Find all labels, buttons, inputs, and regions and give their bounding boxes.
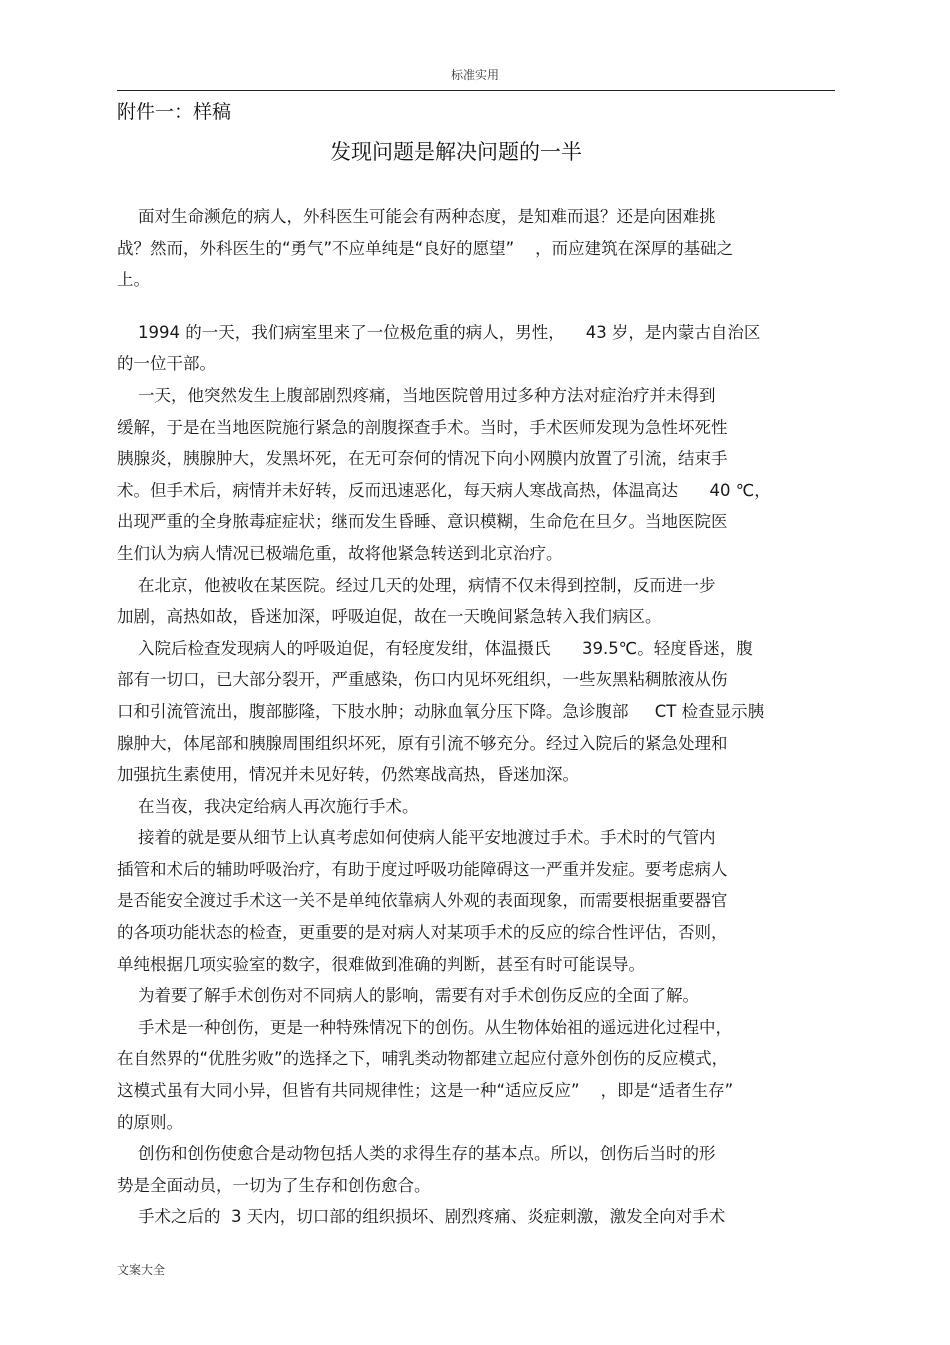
paragraph-line: 手术之后的 3 天内，切口部的组织损坏、剧烈疼痛、炎症刺激，激发全向对手术	[117, 1207, 726, 1227]
document-body	[117, 201, 835, 1233]
paragraph-line: 生们认为病人情况已极端危重，故将他紧急转送到北京治疗。	[117, 543, 563, 563]
page-header: 标准实用	[450, 68, 499, 82]
paragraph-line: 手术是一种创伤，更是一种特殊情况下的创伤。从生物体始祖的遥远进化过程中，	[117, 1017, 732, 1037]
paragraph-line: 术。但手术后，病情并未好转，反而迅速恶化，每天病人寒战高热，体温高达 40 ℃，	[117, 480, 771, 500]
paragraph-line: 腺肿大，体尾部和胰腺周围组织坏死，原有引流不够充分。经过入院后的紧急处理和	[117, 733, 728, 753]
paragraph-line: 入院后检查发现病人的呼吸迫促，有轻度发绀，体温摄氏 39.5℃。轻度昏迷，腹	[117, 638, 753, 658]
paragraph-line: 在当夜，我决定给病人再次施行手术。	[117, 796, 419, 816]
paragraph-line: 在自然界的“优胜劣败”的选择之下，哺乳类动物都建立起应付意外创伤的反应模式，	[117, 1049, 729, 1069]
header-divider	[117, 90, 835, 91]
page-footer: 文案大全	[117, 1263, 166, 1277]
paragraph-line: 势是全面动员，一切为了生存和创伤愈合。	[117, 1175, 431, 1195]
paragraph-line: 口和引流管流出，腹部膨隆，下肢水肿；动脉血氧分压下降。急诊腹部 CT 检查显示胰	[117, 701, 765, 721]
paragraph-line: 单纯根据几项实验室的数字，很难做到准确的判断，甚至有时可能误导。	[117, 954, 645, 974]
paragraph-line: 是否能安全渡过手术这一关不是单纯依靠病人外观的表面现象，而需要根据重要器官	[117, 891, 728, 911]
attachment-label: 附件一：样稿	[117, 101, 232, 123]
paragraph-line: 的一位干部。	[117, 354, 216, 374]
paragraph-line: 的原则。	[117, 1112, 183, 1132]
paragraph-line: 部有一切口，已大部分裂开，严重感染，伤口内见坏死组织，一些灰黑粘稠脓液从伤	[117, 670, 728, 690]
paragraph-line: 的各项功能状态的检查，更重要的是对病人对某项手术的反应的综合性评估，否则，	[117, 923, 728, 943]
paragraph-line: 在北京，他被收在某医院。经过几天的处理，病情不仅未得到控制，反而进一步	[117, 575, 716, 595]
paragraph-line: 加强抗生素使用，情况并未见好转，仍然寒战高热，昏迷加深。	[117, 765, 579, 785]
paragraph-line: 战？然而，外科医生的“勇气”不应单纯是“良好的愿望” ，而应建筑在深厚的基础之	[117, 238, 734, 258]
paragraph-line: 出现严重的全身脓毒症症状；继而发生昏睡、意识模糊，生命危在旦夕。当地医院医	[117, 512, 728, 532]
paragraph-line: 接着的就是要从细节上认真考虑如何使病人能平安地渡过手术。手术时的气管内	[117, 828, 716, 848]
paragraph-line: 上。	[117, 270, 150, 290]
paragraph-line: 一天，他突然发生上腹部剧烈疼痛，当地医院曾用过多种方法对症治疗并未得到	[117, 385, 716, 405]
paragraph-line: 插管和术后的辅助呼吸治疗，有助于度过呼吸功能障碍这一严重并发症。要考虑病人	[117, 859, 728, 879]
paragraph-line: 1994 的一天，我们病室里来了一位极危重的病人，男性， 43 岁，是内蒙古自治区	[117, 322, 761, 342]
paragraph-spacer	[117, 296, 835, 317]
document-title: 发现问题是解决问题的一半	[330, 140, 582, 164]
paragraph-line: 创伤和创伤使愈合是动物包括人类的求得生存的基本点。所以，创伤后当时的形	[117, 1144, 716, 1164]
paragraph-line: 胰腺炎，胰腺肿大，发黑坏死，在无可奈何的情况下向小网膜内放置了引流，结束手	[117, 449, 728, 469]
paragraph-line: 面对生命濒危的病人，外科医生可能会有两种态度，是知难而退？还是向困难挑	[117, 207, 716, 226]
paragraph-line: 为着要了解手术创伤对不同病人的影响，需要有对手术创伤反应的全面了解。	[117, 986, 699, 1006]
paragraph-line: 加剧，高热如故，昏迷加深，呼吸迫促，故在一天晚间紧急转入我们病区。	[117, 607, 662, 627]
paragraph-line: 缓解，于是在当地医院施行紧急的剖腹探查手术。当时，手术医师发现为急性坏死性	[117, 417, 728, 437]
paragraph-line: 这模式虽有大同小异，但皆有共同规律性；这是一种“适应反应” ，即是“适者生存”	[117, 1081, 734, 1101]
